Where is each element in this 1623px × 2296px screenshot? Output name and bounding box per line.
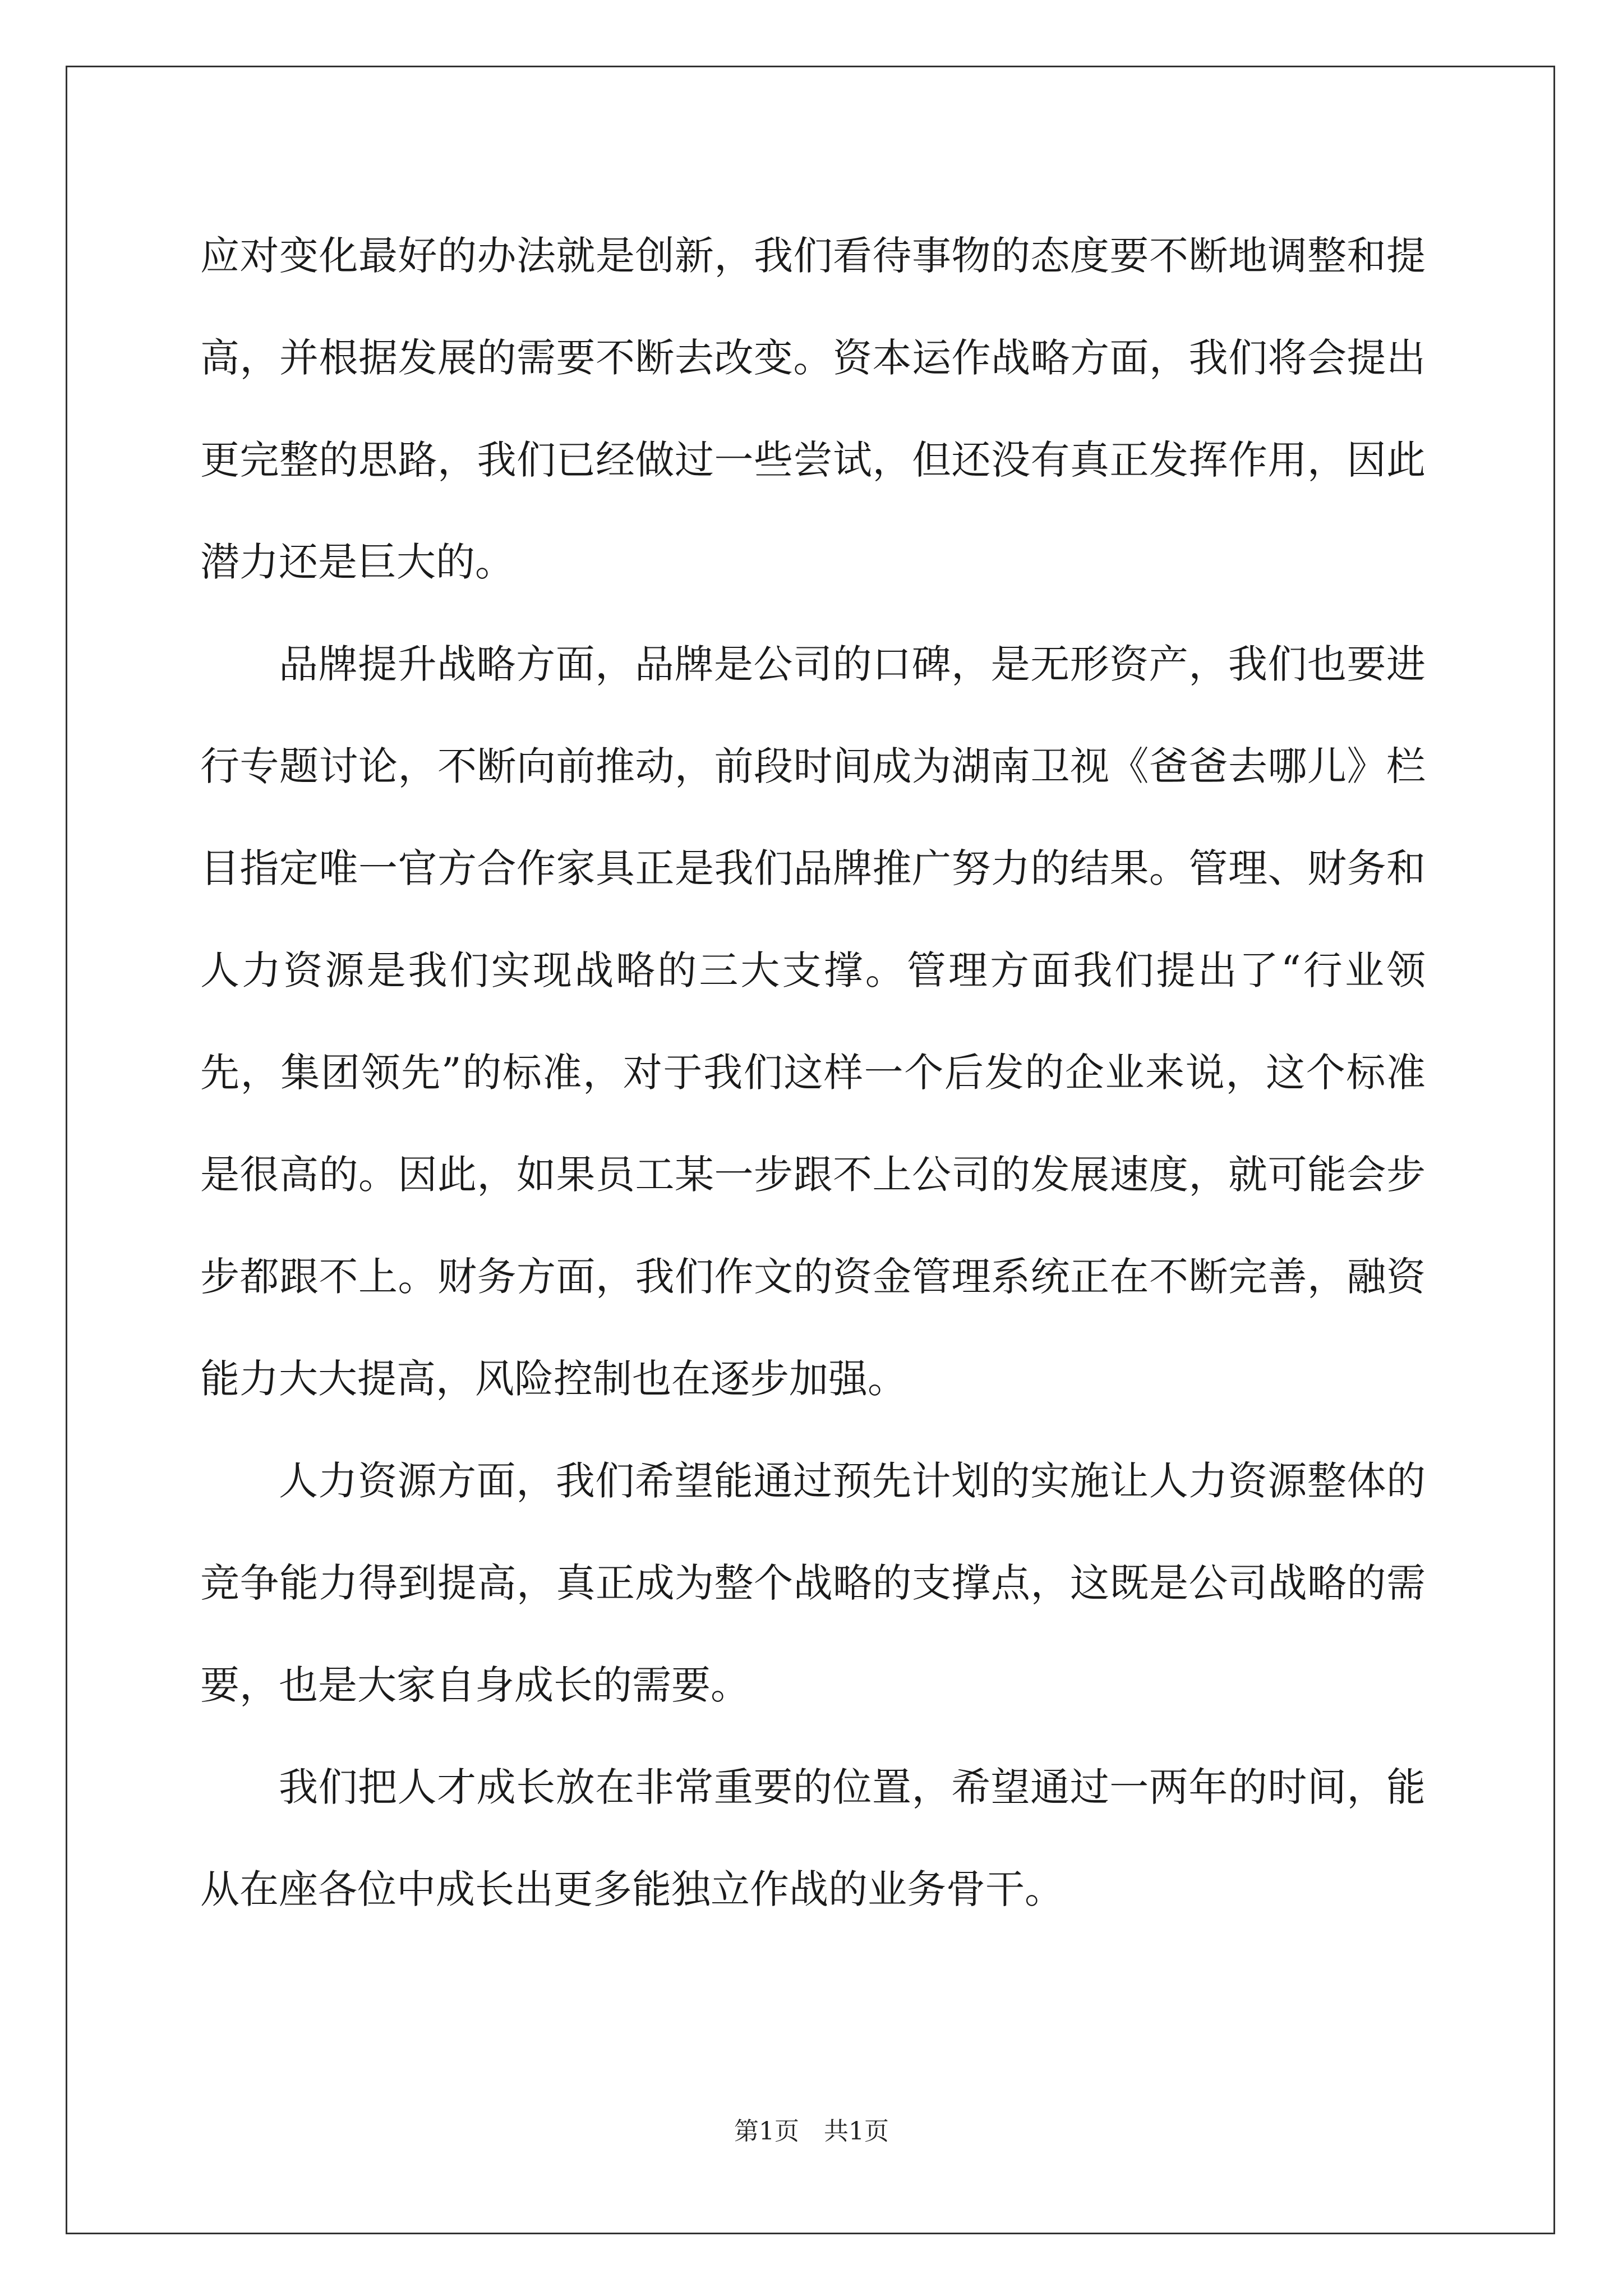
paragraph-1: 应对变化最好的办法就是创新，我们看待事物的态度要不断地调整和提高，并根据发展的需要不断去改变。资本运作战略方面，我们将会提出更完整的思路，我们已经做过一些尝试，但还没有真正发挥作用，因此潜力还是巨大的。 <box>200 233 1426 585</box>
paragraph-4: 我们把人才成长放在非常重要的位置，希望通过一两年的时间，能从在座各位中成长出更多能独立作战的业务骨干。 <box>200 1764 1426 1912</box>
paragraph-2: 品牌提升战略方面，品牌是公司的口碑，是无形资产，我们也要进行专题讨论，不断向前推动，前段时间成为湖南卫视《爸爸去哪儿》栏目指定唯一官方合作家具正是我们品牌推广努力的结果。管理、财务和人力资源是我们实现战略的三大支撑。管理方面我们提出了“行业领先，集团领先”的标准，对于我们这样一个后发的企业来说，这个标准是很高的。因此，如果员工某一步跟不上公司的发展速度，就可能会步步都跟不上。财务方面，我们作文的资金管理系统正在不断完善，融资能力大大提高，风险控制也在逐步加强。 <box>200 641 1426 1402</box>
page-number-footer: 第1页 共1页 <box>734 2117 889 2146</box>
document-body <box>200 205 1426 1940</box>
paragraph-3: 人力资源方面，我们希望能通过预先计划的实施让人力资源整体的竞争能力得到提高，真正成为整个战略的支撑点，这既是公司战略的需要，也是大家自身成长的需要。 <box>200 1458 1426 1708</box>
